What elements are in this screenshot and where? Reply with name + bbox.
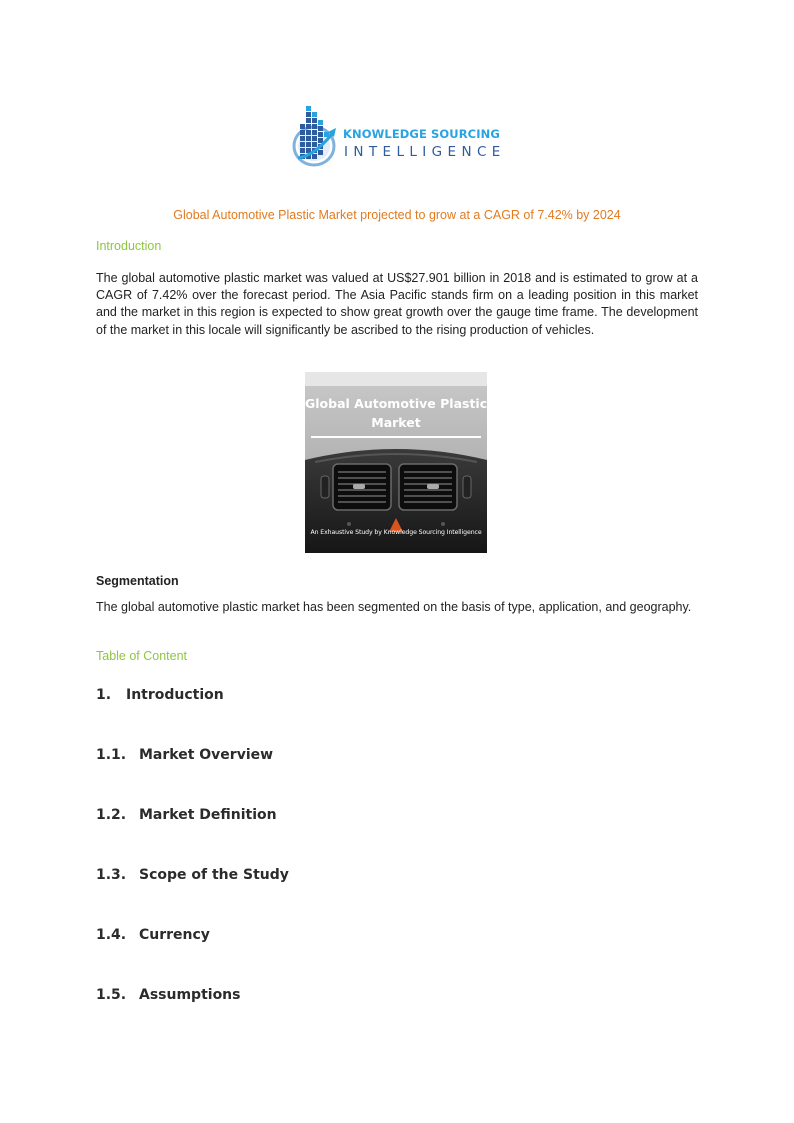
toc-item-number: 1.4. [96, 927, 127, 943]
page-headline: Global Automotive Plastic Market projected to grow at a CAGR of 7.42% by 2024 [173, 208, 621, 222]
toc-item-market-overview[interactable] [96, 747, 274, 763]
logo-text-line2: INTELLIGENCE [344, 144, 506, 160]
toc-item-assumptions[interactable] [96, 987, 241, 1003]
toc-item-number: 1. [96, 687, 112, 703]
cover-title-line1: Global Automotive Plastic [305, 396, 487, 411]
toc-item-title: Currency [139, 927, 210, 943]
toc-item-introduction[interactable] [96, 687, 224, 703]
company-logo [292, 106, 512, 168]
toc-item-number: 1.3. [96, 867, 127, 883]
cover-subtitle: An Exhaustive Study by Knowledge Sourcing Intelligence [310, 529, 482, 536]
introduction-label: Introduction [96, 239, 162, 253]
segmentation-heading: Segmentation [96, 574, 179, 588]
toc-item-title: Assumptions [139, 987, 241, 1003]
cover-divider [311, 436, 481, 438]
toc-item-currency[interactable] [96, 927, 210, 943]
toc-item-market-definition[interactable] [96, 807, 277, 823]
segmentation-paragraph: The global automotive plastic market has been segmented on the basis of type, application, and geography. [96, 600, 692, 614]
toc-item-title: Market Definition [139, 807, 277, 823]
building-globe-icon [292, 106, 342, 168]
table-of-content-label: Table of Content [96, 649, 188, 663]
toc-item-title: Market Overview [139, 747, 274, 763]
toc-item-number: 1.5. [96, 987, 127, 1003]
toc-item-title: Scope of the Study [139, 867, 289, 883]
cover-image [305, 372, 487, 553]
introduction-paragraph: The global automotive plastic market was valued at US$27.901 billion in 2018 and is estimated to grow at a CAGR of 7.42% over the forecast period. The Asia Pacific stands firm on a leading position in this market and the market in this region is expected to show great growth over the gauge time frame. The development of the market in this locale will significantly be ascribed to the rising production of vehicles. [96, 271, 698, 337]
cover-title [305, 394, 487, 432]
toc-item-number: 1.2. [96, 807, 127, 823]
toc-item-scope-of-the-study[interactable] [96, 867, 289, 883]
logo-text-line1: KNOWLEDGE SOURCING [343, 127, 500, 141]
toc-item-title: Introduction [126, 687, 224, 703]
cover-title-line2: Market [371, 415, 421, 430]
toc-item-number: 1.1. [96, 747, 127, 763]
